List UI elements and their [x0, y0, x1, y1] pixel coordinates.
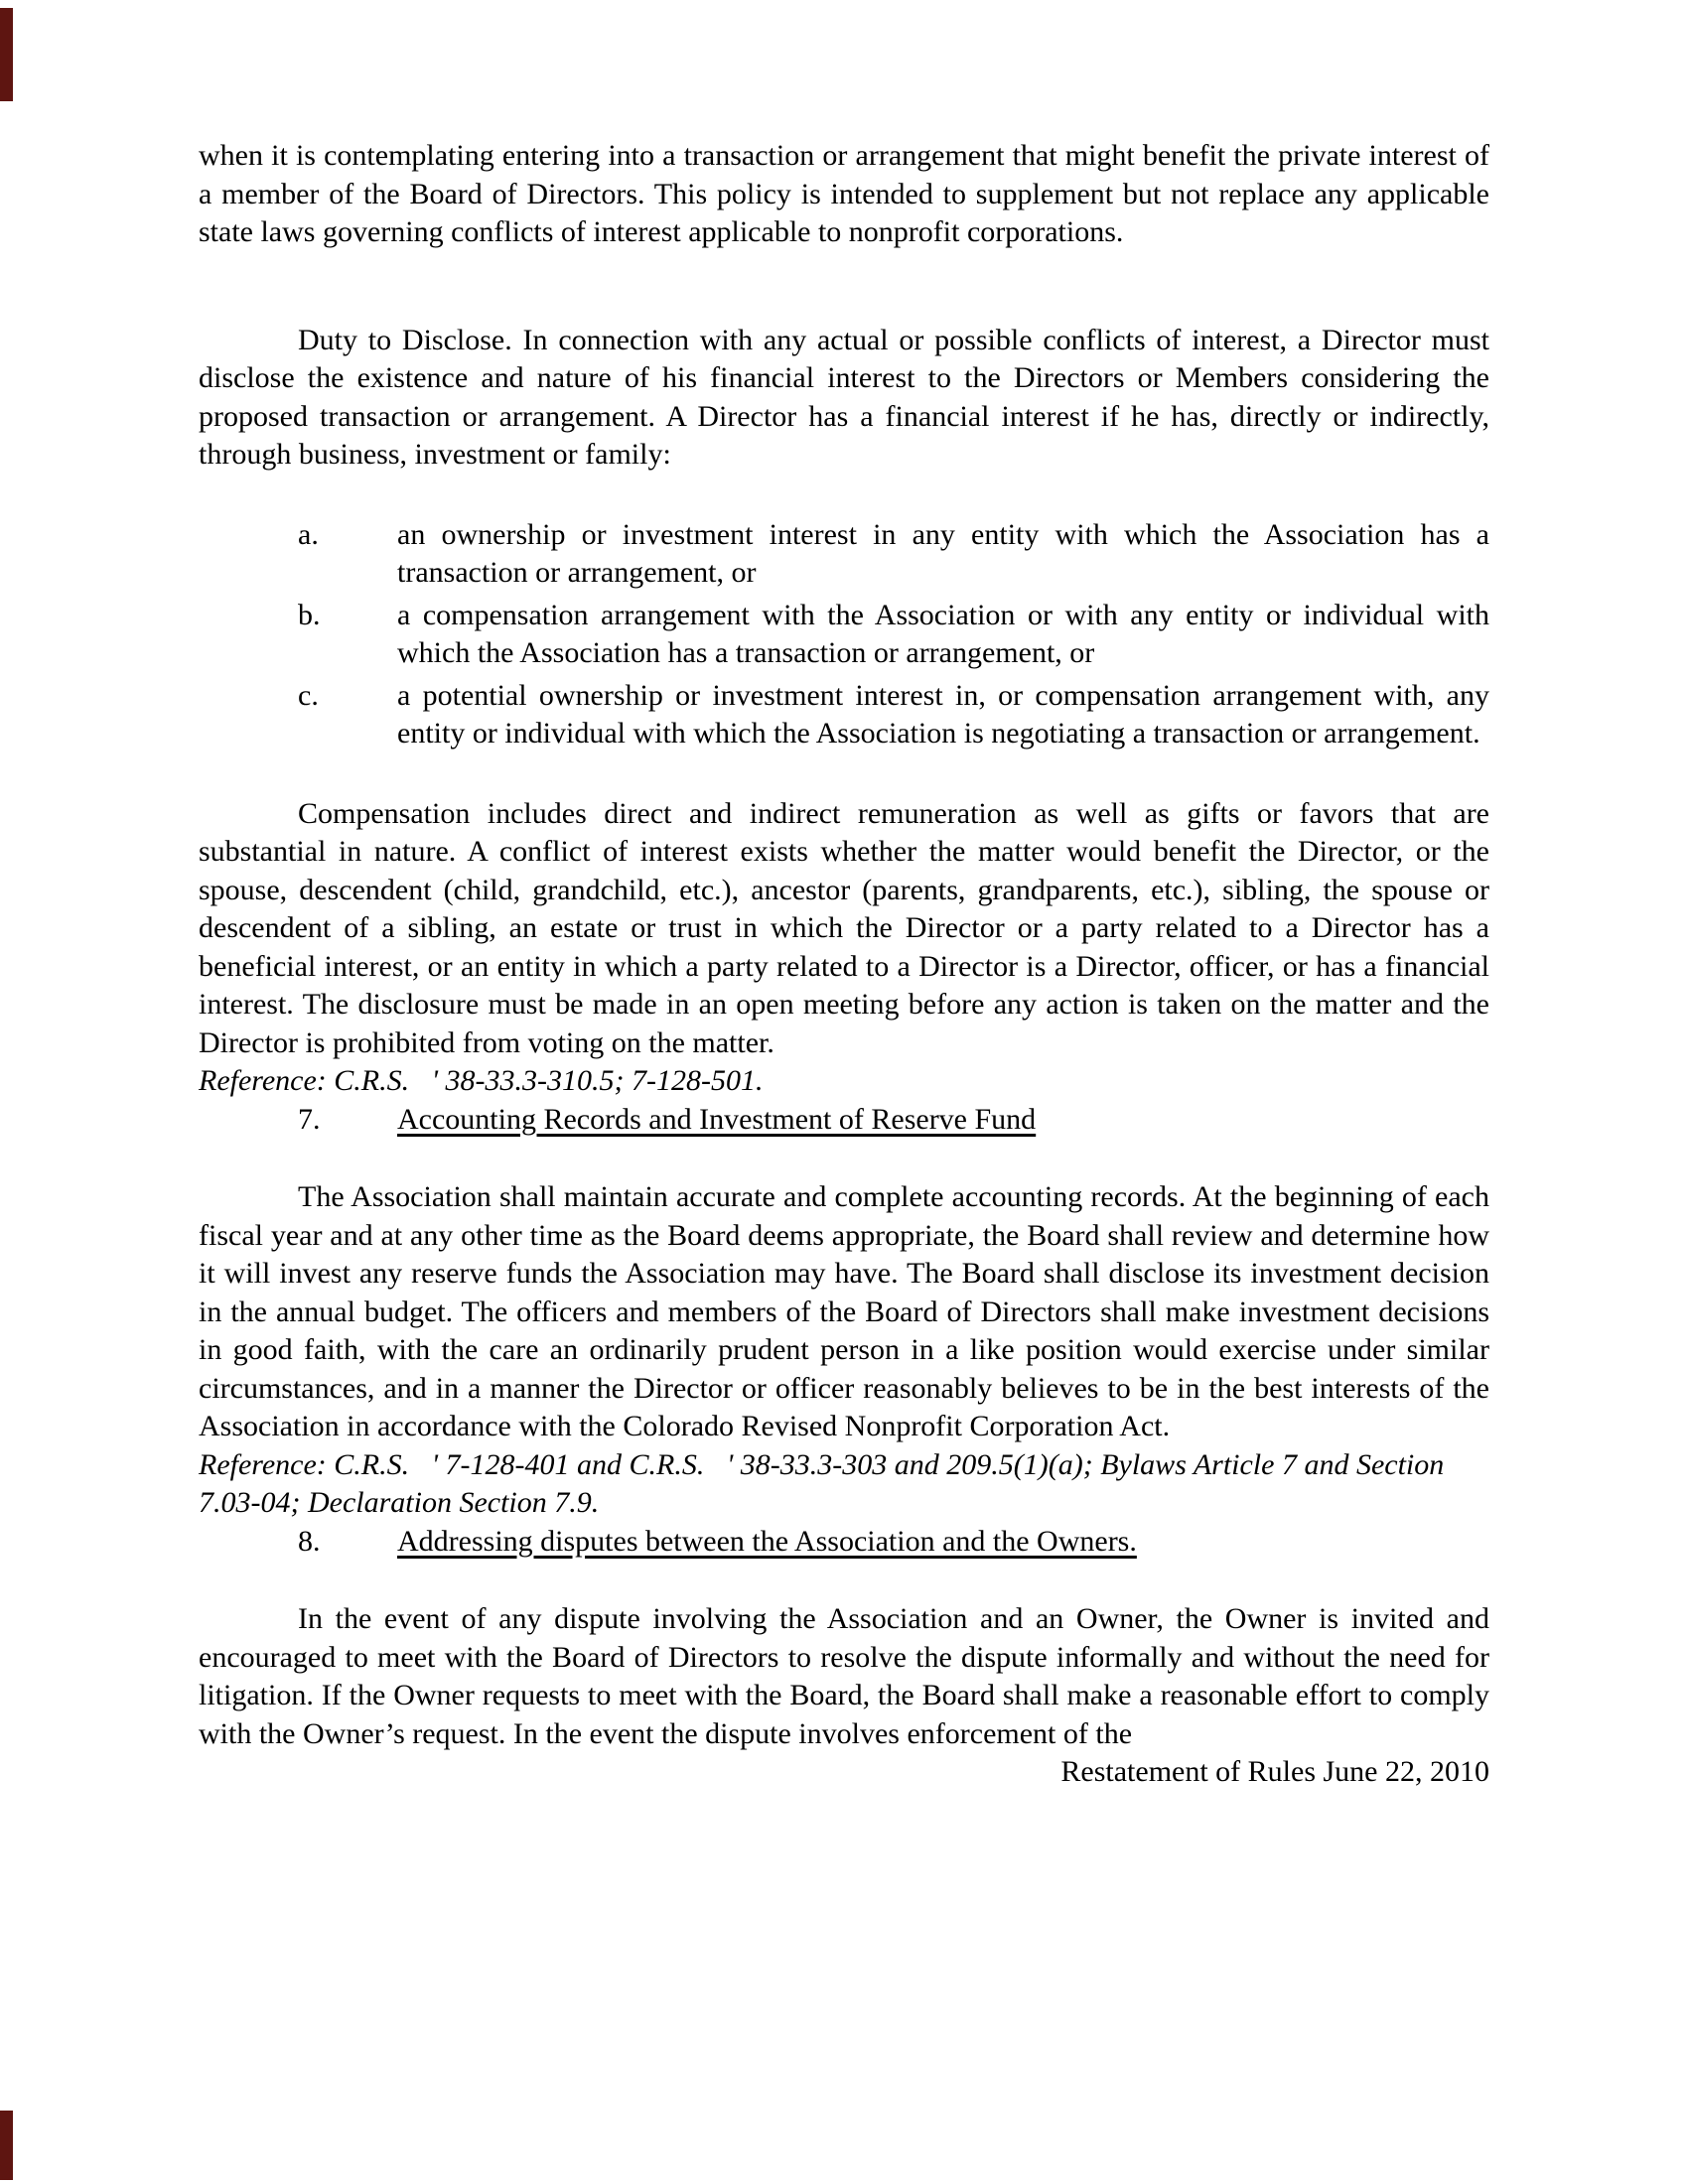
section-7-heading	[199, 1101, 1489, 1140]
disputes-paragraph: In the event of any dispute involving the Association and an Owner, the Owner is invited and encouraged to meet with the Board of Directors to resolve the dispute informally and without the need for litigation. If the Owner requests to meet with the Board, the Board shall make a reasonable effort to comply with the Owner’s request. In the event the dispute involves enforcement of the	[199, 1602, 1489, 1750]
list-item-text: an ownership or investment interest in any entity with which the Association has a transaction or arrangement, or	[397, 517, 1489, 589]
list-marker: a.	[298, 517, 319, 551]
financial-interest-list	[199, 516, 1489, 753]
list-item	[199, 516, 1489, 593]
list-item-text: a potential ownership or investment interest in, or compensation arrangement with, any entity or individual with which the Association is negotiating a transaction or arrangement.	[397, 678, 1489, 750]
list-item-text: a compensation arrangement with the Association or with any entity or individual with which the Association has a transaction or arrangement, or	[397, 598, 1489, 669]
compensation-paragraph: Compensation includes direct and indirect remuneration as well as gifts or favors that are substantial in nature. A conflict of interest exists whether the matter would benefit the Director, or the spouse, descendent (child, grandchild, etc.), ancestor (parents, grandparents, etc.), sibling, the spouse or descendent of a sibling, an estate or trust in which the Director or a party related to a Director has a beneficial interest, or an entity in which a party related to a Director is a Director, officer, or has a financial interest. The disclosure must be made in an open meeting before any action is taken on the matter and the Director is prohibited from voting on the matter.	[199, 796, 1489, 1059]
list-item	[199, 677, 1489, 753]
list-item	[199, 597, 1489, 673]
list-marker: c.	[298, 678, 319, 712]
section-7-number: 7.	[298, 1102, 321, 1136]
document-body	[199, 137, 1489, 1792]
reference-line-2: Reference: C.R.S. ' 7-128-401 and C.R.S. ' 38-33.3-303 and 209.5(1)(a); Bylaws Article 7 and Section 7.03-04; Declaration Section 7.9.	[199, 1447, 1445, 1519]
accounting-records-paragraph: The Association shall maintain accurate and complete accounting records. At the beginning of each fiscal year and at any other time as the Board deems appropriate, the Board shall review and determine how it will invest any reserve funds the Association may have. The Board shall disclose its investment decision in the annual budget. The officers and members of the Board of Directors shall make investment decisions in good faith, with the care an ordinarily prudent person in a like position would exercise under similar circumstances, and in a manner the Director or officer reasonably believes to be in the best interests of the Association in accordance with the Colorado Revised Nonprofit Corporation Act.	[199, 1180, 1489, 1442]
section-8-title: Addressing disputes between the Association and the Owners.	[397, 1524, 1137, 1558]
section-8-number: 8.	[298, 1524, 321, 1558]
section-8-heading	[199, 1523, 1489, 1562]
scan-artifact-top-left	[0, 8, 13, 101]
page-footer: Restatement of Rules June 22, 2010	[1060, 1755, 1489, 1788]
continuation-paragraph: when it is contemplating entering into a transaction or arrangement that might benefit the private interest of a member of the Board of Directors. This policy is intended to supplement but not replace any applicable state laws governing conflicts of interest applicable to nonprofit corporations.	[199, 139, 1489, 248]
section-7-title: Accounting Records and Investment of Reserve Fund	[397, 1102, 1037, 1136]
scan-artifact-bottom-left	[0, 2111, 13, 2180]
duty-to-disclose-paragraph: Duty to Disclose. In connection with any actual or possible conflicts of interest, a Director must disclose the existence and nature of his financial interest to the Directors or Members considering the proposed transaction or arrangement. A Director has a financial interest if he has, directly or indirectly, through business, investment or family:	[199, 323, 1489, 471]
reference-line-1: Reference: C.R.S. ' 38-33.3-310.5; 7-128-501.	[199, 1064, 764, 1097]
list-marker: b.	[298, 598, 321, 631]
